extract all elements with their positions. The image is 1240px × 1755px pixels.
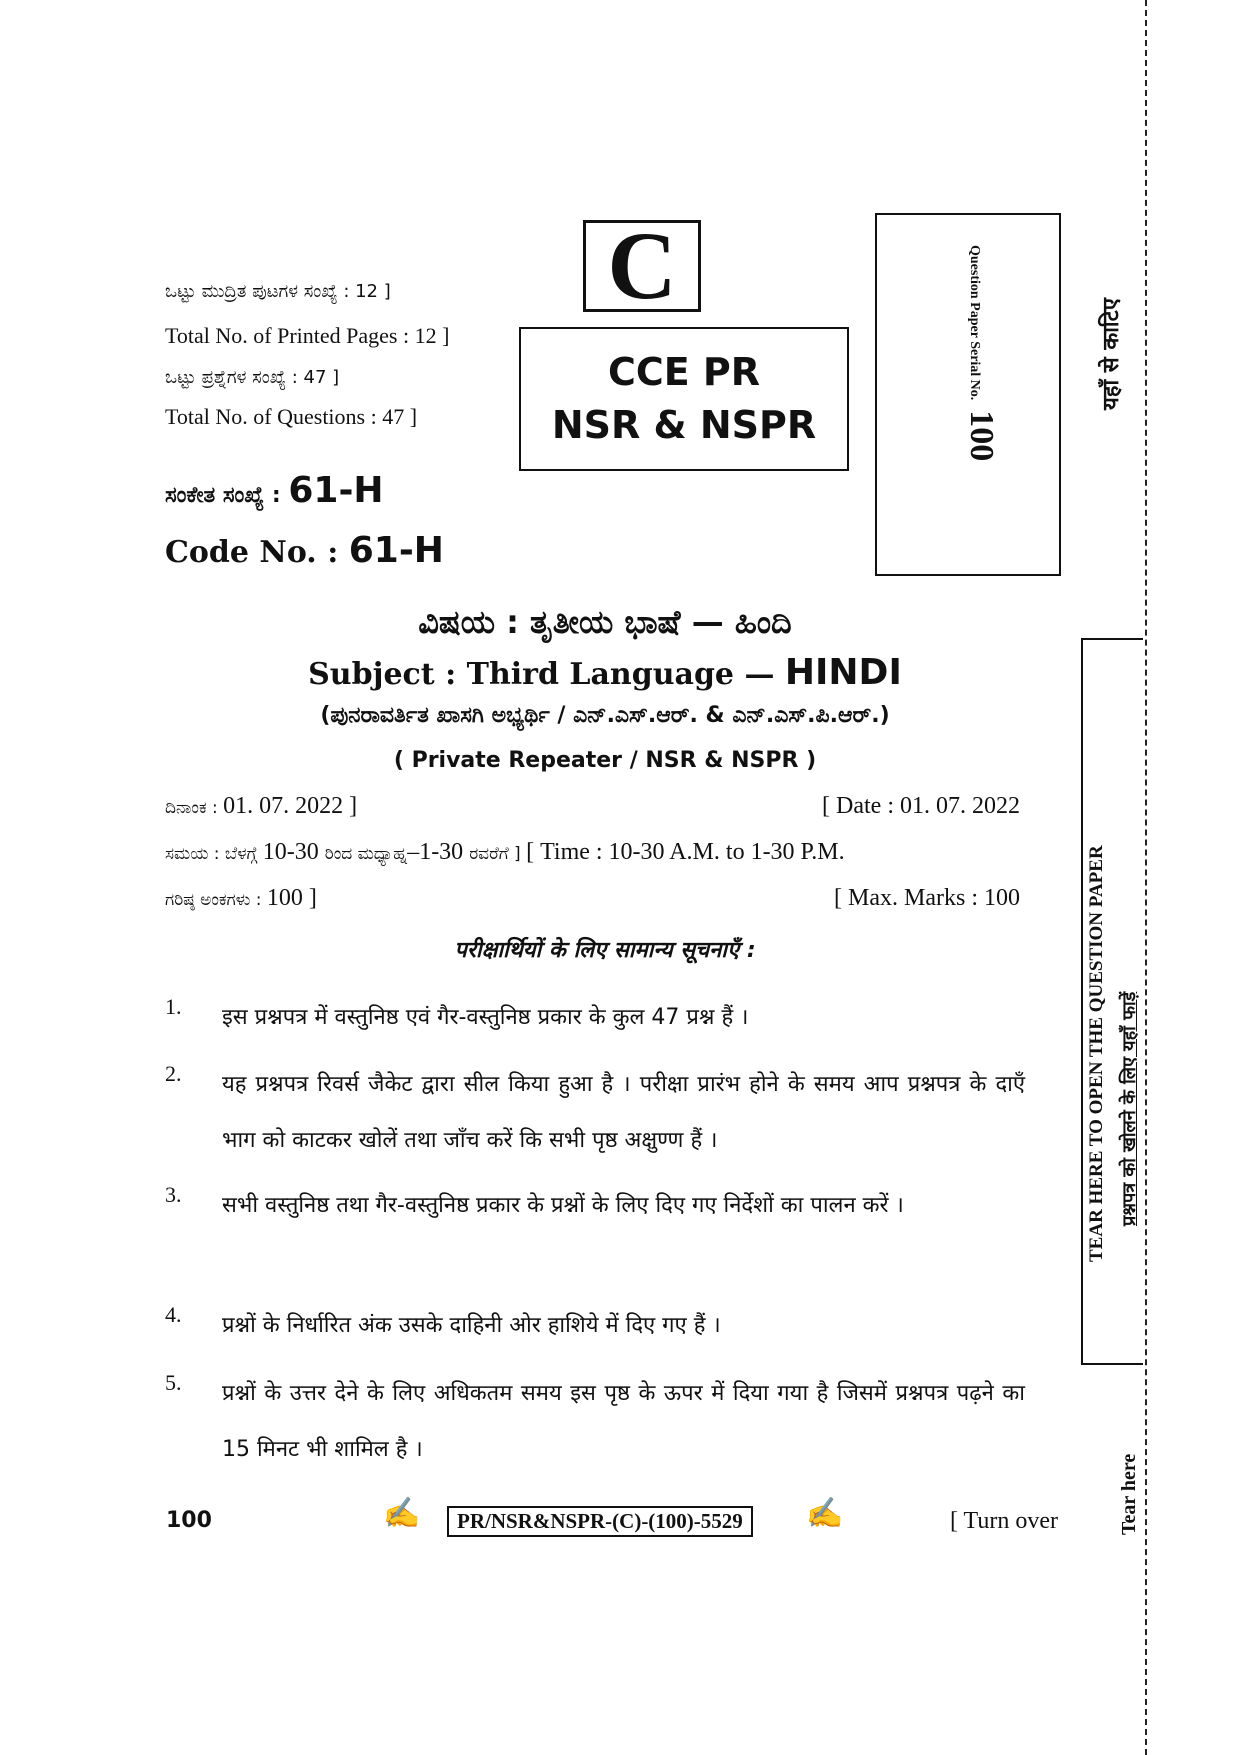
candidate-type-en: ( Private Repeater / NSR & NSPR ) [393,748,817,773]
instruction-item: 4. प्रश्नों के निर्धारित अंक उसके दाहिनी ओर हाशिये में दिए गए हैं । [165,1302,721,1338]
footer-page-code: 100 [166,1508,212,1533]
time-row: ಸಮಯ : ಬೆಳಗ್ಗೆ 10-30 ರಿಂದ ಮಧ್ಯಾಹ್ನ–1-30 ರವರೆಗೆ ] [ Time : 10-30 A.M. to 1-30 P.M. [165,839,845,865]
code-number: Code No. : 61-H [165,530,444,571]
exam-title-line2: NSR & NSPR [551,403,817,447]
subject-en: Subject : Third Language — HINDI [308,652,902,693]
footer-paper-code: PR/NSR&NSPR-(C)-(100)-5529 [447,1506,753,1537]
tear-dashed-line [1145,0,1147,1755]
tear-open-label-hi: प्रश्नपत्र को खोलने के लिए यहाँ फाड़ें [1119,991,1140,1226]
total-questions: Total No. of Questions : 47 ] [165,404,418,429]
serial-number-label: Question Paper Serial No. 100 [963,245,1000,462]
exam-title-line1: CCE PR [607,349,761,394]
cut-here-label: यहाँ से काटिए [1099,298,1124,410]
instruction-item: 1. इस प्रश्नपत्र में वस्तुनिष्ठ एवं गैर-वस्तुनिष्ठ प्रकार के कुल 47 प्रश्न हैं । [165,994,749,1030]
date-en: [ Date : 01. 07. 2022 [822,793,1020,819]
subject-kn: ವಿಷಯ : ತೃತೀಯ ಭಾಷೆ — ಹಿಂದಿ [418,603,792,641]
tear-here-label: Tear here [1118,1453,1140,1535]
date-kn: ದಿನಾಂಕ : 01. 07. 2022 ] [165,793,358,819]
marks-kn: ಗರಿಷ್ಠ ಅಂಕಗಳು : 100 ] [165,885,317,911]
turn-over-label: [ Turn over [950,1508,1059,1534]
kn-code-number: ಸಂಕೇತ ಸಂಖ್ಯೆ : 61-H [165,470,384,511]
version-box: C [583,220,701,312]
instruction-item: 3. सभी वस्तुनिष्ठ तथा गैर-वस्तुनिष्ठ प्रकार के प्रश्नों के लिए दिए गए निर्देशों का पालन करें । [165,1182,904,1218]
pen-icon: ✍ [806,1496,844,1531]
instruction-item: 5. प्रश्नों के उत्तर देने के लिए अधिकतम समय इस पृष्ठ के ऊपर में दिया गया है जिसमें प्रश्नपत्र पढ़ने का 15 मिनट भी शामिल है । [165,1370,1025,1462]
marks-en: [ Max. Marks : 100 [834,885,1020,911]
tear-open-label-en: TEAR HERE TO OPEN THE QUESTION PAPER [1086,845,1107,1262]
total-pages: Total No. of Printed Pages : 12 ] [165,323,450,348]
exam-title-box [519,327,849,471]
kn-total-pages: ಒಟ್ಟು ಮುದ್ರಿತ ಪುಟಗಳ ಸಂಖ್ಯೆ : 12 ] [165,281,391,302]
serial-number: 100 [963,410,1000,462]
candidate-type-kn: (ಪುನರಾವರ್ತಿತ ಖಾಸಗಿ ಅಭ್ಯರ್ಥಿ / ಎನ್.ಎಸ್.ಆರ್. & ಎನ್.ಎಸ್.ಪಿ.ಆರ್.) [320,703,890,728]
instruction-item: 2. यह प्रश्नपत्र रिवर्स जैकेट द्वारा सील किया हुआ है । परीक्षा प्रारंभ होने के समय आप प्रश्नपत्र के दाएँ भाग को काटकर खोलें तथा जाँच करें कि सभी पृष्ठ अक्षुण्ण हैं । [165,1061,1025,1153]
pen-icon: ✍ [383,1496,421,1531]
kn-total-questions: ಒಟ್ಟು ಪ್ರಶ್ನೆಗಳ ಸಂಖ್ಯೆ : 47 ] [165,367,340,388]
instructions-title: परीक्षार्थियों के लिए सामान्य सूचनाएँ : [454,938,756,963]
time-en: [ Time : 10-30 A.M. to 1-30 P.M. [526,839,845,865]
